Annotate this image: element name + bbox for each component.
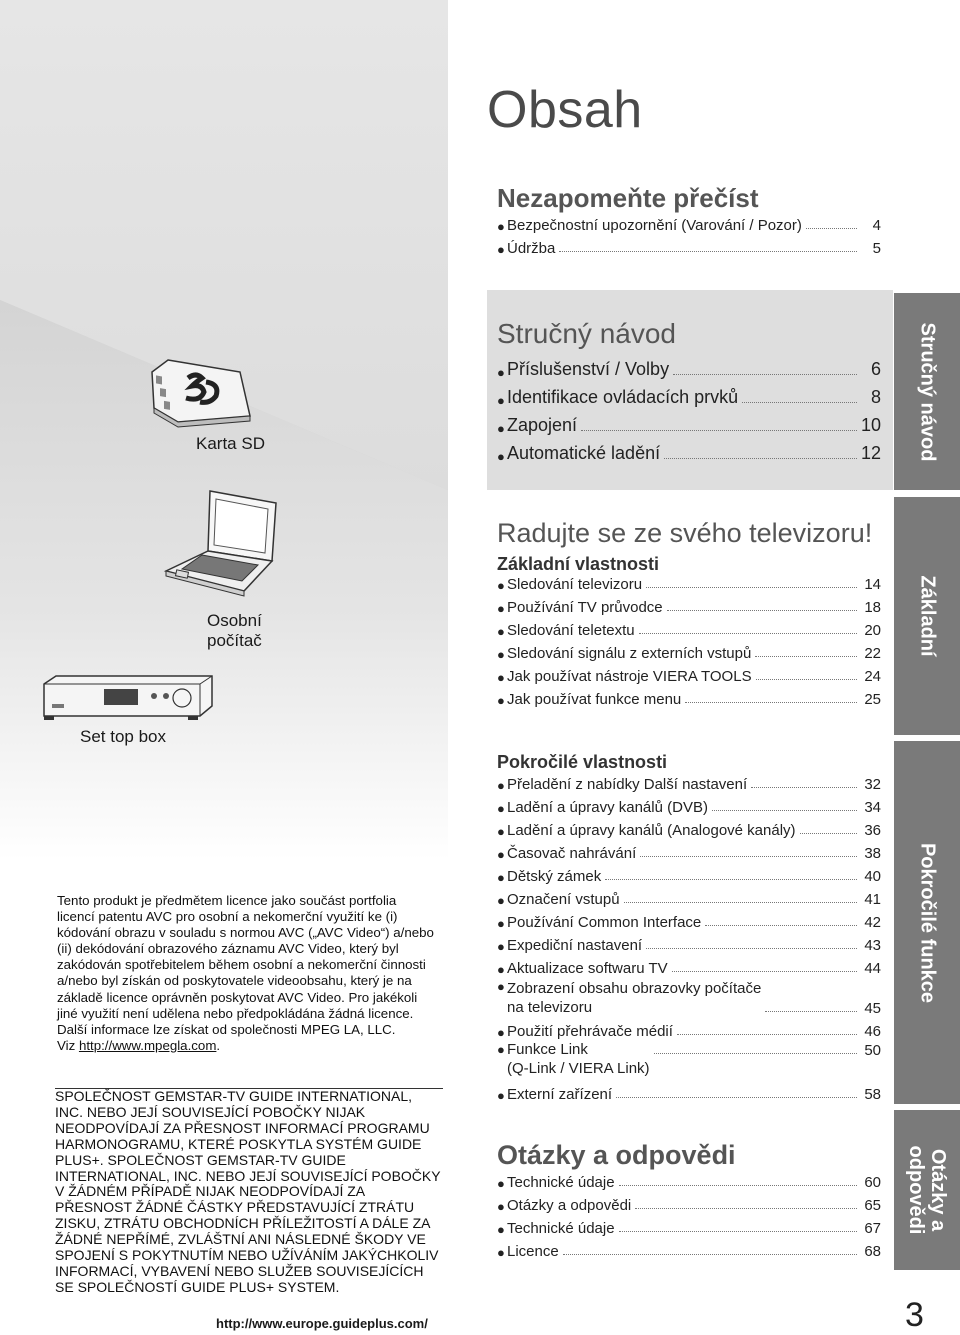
avc-license-notice <box>57 893 437 1054</box>
bullet-icon: ● <box>497 601 505 616</box>
bullet-icon: ● <box>497 1088 505 1103</box>
toc-item[interactable]: ● Sledování signálu z externích vstupů 22 <box>497 645 881 662</box>
section-title-radujte: Radujte se ze svého televizoru! <box>497 518 873 548</box>
bullet-icon: ● <box>497 893 505 908</box>
toc-item[interactable]: ● Jak používat nástroje VIERA TOOLS 24 <box>497 668 881 685</box>
toc-item[interactable]: ● Použití přehrávače médií 46 <box>497 1023 881 1040</box>
gemstar-notice: SPOLEČNOST GEMSTAR-TV GUIDE INTERNATIONAL, INC. NEBO JEJÍ SOUVISEJÍCÍ POBOČKY NIJAK NEODPOVÍDAJÍ ZA PŘESNOST INFORMACÍ PROGRAMU HARMONOGRAMU, KTERÉ POSKYTLA SYSTÉM GUIDE PLUS+. SPOLEČNOST GEMSTAR-TV GUIDE INTERNATIONAL, INC. NEBO JEJÍ SOUVISEJÍCÍ POBOČKY V ŽÁDNÉM PŘÍPADĚ NIJAK NEODPOVÍDAJÍ ZA PŘESNOST ŽÁDNÉ ČÁSTKY PŘEDSTAVUJÍCÍ ZTRÁTU ZISKU, ZTRÁTU OBCHODNÍCH PŘÍLEŽITOSTÍ A DÁLE ZA ŽÁDNÉ NEPŘÍMÉ, ZVLÁŠTNÍ ANI NÁSLEDNÉ ŠKODY VE SPOJENÍ S POKYTNUTÍM NEBO UŽÍVÁNÍM JAKÝCHKOLIV INFORMACÍ, VYBAVENÍ NEBO SLUŽEB SOUVISEJÍCÍCH SE SPOLEČNOSTÍ GUIDE PLUS+ SYSTEM. <box>55 1088 443 1313</box>
toc-item[interactable]: ● Identifikace ovládacích prvků 8 <box>497 387 881 408</box>
toc-item[interactable]: ● Expediční nastavení 43 <box>497 937 881 954</box>
toc-item[interactable]: ● Používání Common Interface 42 <box>497 914 881 931</box>
bullet-icon: ● <box>497 916 505 931</box>
toc-item[interactable]: ● Přeladění z nabídky Další nastavení 32 <box>497 776 881 793</box>
toc-item[interactable]: ● Příslušenství / Volby 6 <box>497 359 881 380</box>
toc-item[interactable]: ● Zapojení 10 <box>497 415 882 436</box>
subsection-title-zakladni: Základní vlastnosti <box>497 554 660 574</box>
bullet-icon: ● <box>497 979 505 994</box>
bullet-icon: ● <box>497 801 505 816</box>
bullet-icon: ● <box>497 578 505 593</box>
toc-item[interactable]: ● Používání TV průvodce 18 <box>497 599 881 616</box>
page-number: 3 <box>905 1296 924 1334</box>
section-title-nezapomente: Nezapomeňte přečíst <box>497 183 759 213</box>
page-title: Obsah <box>487 81 643 139</box>
sd-card-icon <box>148 358 258 428</box>
subsection-title-pokrocile: Pokročilé vlastnosti <box>497 752 668 772</box>
tab-strucny-label: Stručný návod <box>916 322 939 461</box>
toc-item[interactable]: ● Licence 68 <box>497 1243 881 1260</box>
bullet-icon: ● <box>497 1025 505 1040</box>
bullet-icon: ● <box>497 647 505 662</box>
toc-item[interactable]: ● Otázky a odpovědi 65 <box>497 1197 881 1214</box>
toc-item[interactable]: ● Označení vstupů 41 <box>497 891 881 908</box>
bullet-icon: ● <box>497 421 505 436</box>
bullet-icon: ● <box>497 693 505 708</box>
bullet-icon: ● <box>497 670 505 685</box>
toc-zakladni <box>497 570 881 708</box>
mpegla-link[interactable]: http://www.mpegla.com <box>78 1037 217 1053</box>
bullet-icon: ● <box>497 242 505 257</box>
tab-zakladni-label: Základní <box>916 575 939 657</box>
bullet-icon: ● <box>497 939 505 954</box>
avc-notice-dot: . <box>216 1037 221 1053</box>
bullet-icon: ● <box>497 449 505 464</box>
avc-notice-viz: Viz <box>57 1037 79 1053</box>
bullet-icon: ● <box>497 824 505 839</box>
toc-item[interactable]: ● Časovač nahrávání 38 <box>497 845 881 862</box>
toc-item[interactable]: ● Dětský zámek 40 <box>497 868 881 885</box>
bullet-icon: ● <box>497 1245 505 1260</box>
bullet-icon: ● <box>497 219 505 234</box>
tab-strucny-navod[interactable] <box>894 293 960 490</box>
toc-item[interactable]: ● Ladění a úpravy kanálů (DVB) 34 <box>497 799 881 816</box>
tab-pokrocile-label: Pokročilé funkce <box>916 842 939 1003</box>
bullet-icon: ● <box>497 778 505 793</box>
toc-item[interactable]: ● Automatické ladění 12 <box>497 443 882 464</box>
bullet-icon: ● <box>497 1176 505 1191</box>
toc-item[interactable]: ● Sledování teletextu 20 <box>497 622 881 639</box>
toc-item[interactable]: ● Sledování televizoru 14 <box>497 576 881 593</box>
stb-label: Set top box <box>80 727 167 746</box>
toc-item[interactable]: ● Údržba 5 <box>497 240 881 257</box>
toc-item[interactable]: ● Jak používat funkce menu 25 <box>497 691 881 708</box>
bullet-icon: ● <box>497 365 505 380</box>
toc-item[interactable]: ● Ladění a úpravy kanálů (Analogové kanály) 36 <box>497 822 881 839</box>
toc-pokrocile <box>497 770 881 1103</box>
tab-otazky-label: Otázky a odpovědi <box>905 1145 949 1235</box>
section-title-strucny: Stručný návod <box>497 318 676 349</box>
toc-item[interactable]: ● Technické údaje 67 <box>497 1220 881 1237</box>
toc-nezapomente <box>497 211 881 257</box>
toc-item[interactable]: ● Bezpečnostní upozornění (Varování / Pozor) 4 <box>497 217 881 234</box>
toc-item[interactable]: ● Aktualizace softwaru TV 44 <box>497 960 881 977</box>
bullet-icon: ● <box>497 870 505 885</box>
toc-item[interactable]: ● Funkce Link (Q-Link / VIERA Link) 50 <box>497 1041 881 1077</box>
bullet-icon: ● <box>497 1222 505 1237</box>
section-title-otazky: Otázky a odpovědi <box>497 1140 736 1170</box>
sd-card-label: Karta SD <box>196 434 265 453</box>
guideplus-url[interactable]: http://www.europe.guideplus.com/ <box>216 1316 428 1331</box>
tab-pokrocile-funkce[interactable] <box>894 741 960 1104</box>
bullet-icon: ● <box>497 393 505 408</box>
toc-strucny <box>497 352 881 464</box>
set-top-box-icon <box>42 674 214 722</box>
avc-notice-text: Tento produkt je předmětem licence jako součást portfolia licencí patentu AVC pro osobní a nekomerční využití ke (i) kódování obrazu v souladu s normou AVC („AVC Video“) a/nebo (ii) dekódování obrazového záznamu AVC Video, který byl zakódován spotřebitelem během osobní a nekomerční činnosti a/nebo byl získán od poskytovatele videoobsahu, který je na základě licence oprávněn poskytovat AVC Video. Pro jakékoli jiné využití není udělena nebo předpokládána žádná licence. <box>57 893 434 1021</box>
laptop-icon <box>162 485 282 597</box>
toc-otazky <box>497 1168 881 1260</box>
bullet-icon: ● <box>497 962 505 977</box>
tab-zakladni[interactable] <box>894 497 960 735</box>
bullet-icon: ● <box>497 1199 505 1214</box>
pc-label: Osobní počítač <box>207 611 262 650</box>
bullet-icon: ● <box>497 624 505 639</box>
toc-item[interactable]: ● Externí zařízení 58 <box>497 1086 881 1103</box>
toc-item[interactable]: ● Technické údaje 60 <box>497 1174 881 1191</box>
bullet-icon: ● <box>497 847 505 862</box>
avc-notice-contact: Další informace lze získat od společnosti MPEG LA, LLC. <box>57 1021 396 1037</box>
toc-item[interactable]: ● Zobrazení obsahu obrazovky počítače na televizoru 45 <box>497 979 881 1017</box>
tab-otazky-odpovedi[interactable] <box>894 1110 960 1270</box>
bullet-icon: ● <box>497 1042 505 1057</box>
